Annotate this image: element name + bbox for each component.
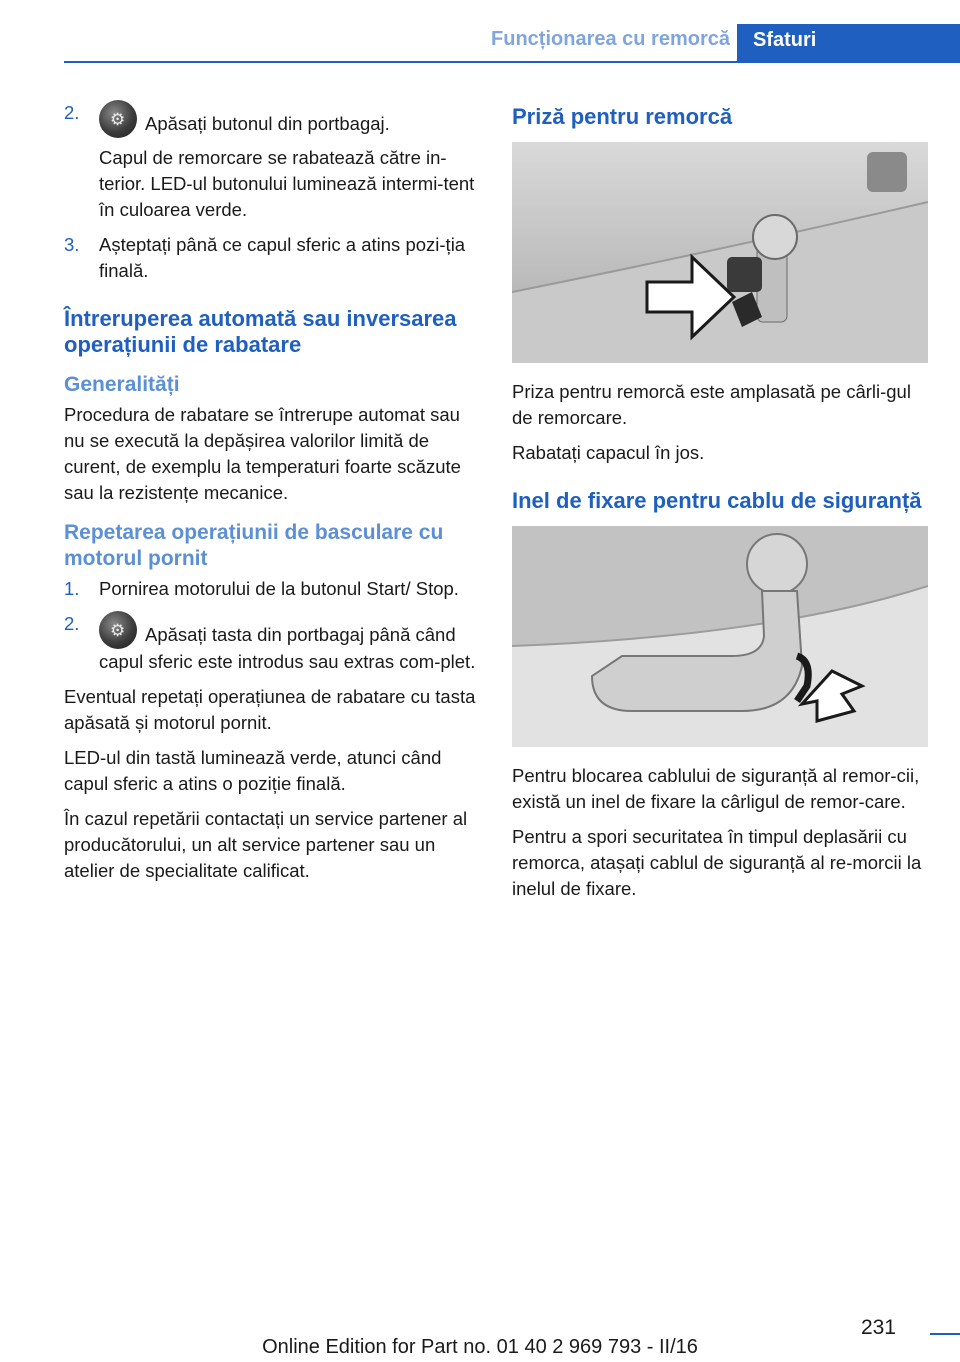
trailer-socket-illustration	[512, 142, 928, 363]
step-3	[64, 232, 480, 284]
paragraph-service: În cazul repetării contactați un service partener al producătorului, un alt service partener sau un atelier de specialitate calificat.	[64, 808, 468, 881]
footer-rule	[930, 1333, 960, 1335]
step-text: Pornirea motorului de la butonul Start/ Stop.	[99, 578, 459, 599]
heading-safety-ring: Inel de fixare pentru cablu de siguranță	[512, 488, 922, 513]
step-title: ⚙Apăsați butonul din portbagaj.	[99, 100, 480, 138]
step-text: ⚙Apăsați tasta din portbagaj până când capul sferic este introdus sau extras com‐plet.	[99, 611, 480, 675]
step-number: 2.	[64, 613, 80, 634]
edition-footer: Online Edition for Part no. 01 40 2 969 793 - II/16	[262, 1336, 698, 1358]
safety-ring-illustration	[512, 526, 928, 747]
socket-text-1: Priza pentru remorcă este amplasată pe cârli‐gul de remorcare.	[512, 381, 911, 428]
heading-general: Generalități	[64, 373, 180, 396]
ring-text-2: Pentru a spori securitatea în timpul deplasării cu remorca, atașați cablul de siguranță al re‐morcii la inelul de fixare.	[512, 826, 922, 899]
chapter-tab-label: Sfaturi	[753, 29, 817, 51]
ring-text-1: Pentru blocarea cablului de siguranță al remor‐cii, există un inel de fixare la cârligul de remor‐care.	[512, 765, 920, 812]
trunk-button-icon	[99, 100, 137, 138]
trunk-button-icon	[99, 611, 137, 649]
heading-repeat: Repetarea operațiunii de basculare cu motorul pornit	[64, 521, 444, 570]
chapter-tab	[737, 24, 960, 62]
section-title: Funcționarea cu remorcă	[491, 28, 730, 50]
right-column	[512, 100, 928, 911]
step-text: Așteptați până ce capul sferic a atins pozi‐ția finală.	[99, 234, 466, 281]
step-number: 3.	[64, 234, 80, 255]
left-column	[64, 100, 480, 893]
repeat-step-1	[64, 576, 480, 602]
heading-trailer-socket: Priză pentru remorcă	[512, 104, 733, 129]
step-text: Capul de remorcare se rabatează către in‐terior. LED-ul butonului luminează intermi‐tent în culoarea verde.	[99, 147, 475, 220]
step-number: 1.	[64, 578, 80, 599]
header-rule	[64, 61, 960, 63]
socket-text-2: Rabatați capacul în jos.	[512, 442, 705, 463]
heading-automatic-interruption: Întreruperea automată sau inversarea operațiunii de rabatare	[64, 306, 457, 357]
paragraph-repeat: Eventual repetați operațiunea de rabatare cu tasta apăsată și motorul pornit.	[64, 686, 476, 733]
page-number: 231	[860, 1316, 896, 1339]
step-2-open	[64, 100, 480, 223]
repeat-step-2	[64, 611, 480, 675]
general-text: Procedura de rabatare se întrerupe automat sau nu se execută la depășirea valorilor limită de curent, de exemplu la temperaturi foarte scăzute sau la rezistențe mecanice.	[64, 404, 461, 503]
paragraph-led: LED-ul din tastă luminează verde, atunci când capul sferic a atins o poziție finală.	[64, 747, 442, 794]
step-number: 2.	[64, 102, 80, 123]
